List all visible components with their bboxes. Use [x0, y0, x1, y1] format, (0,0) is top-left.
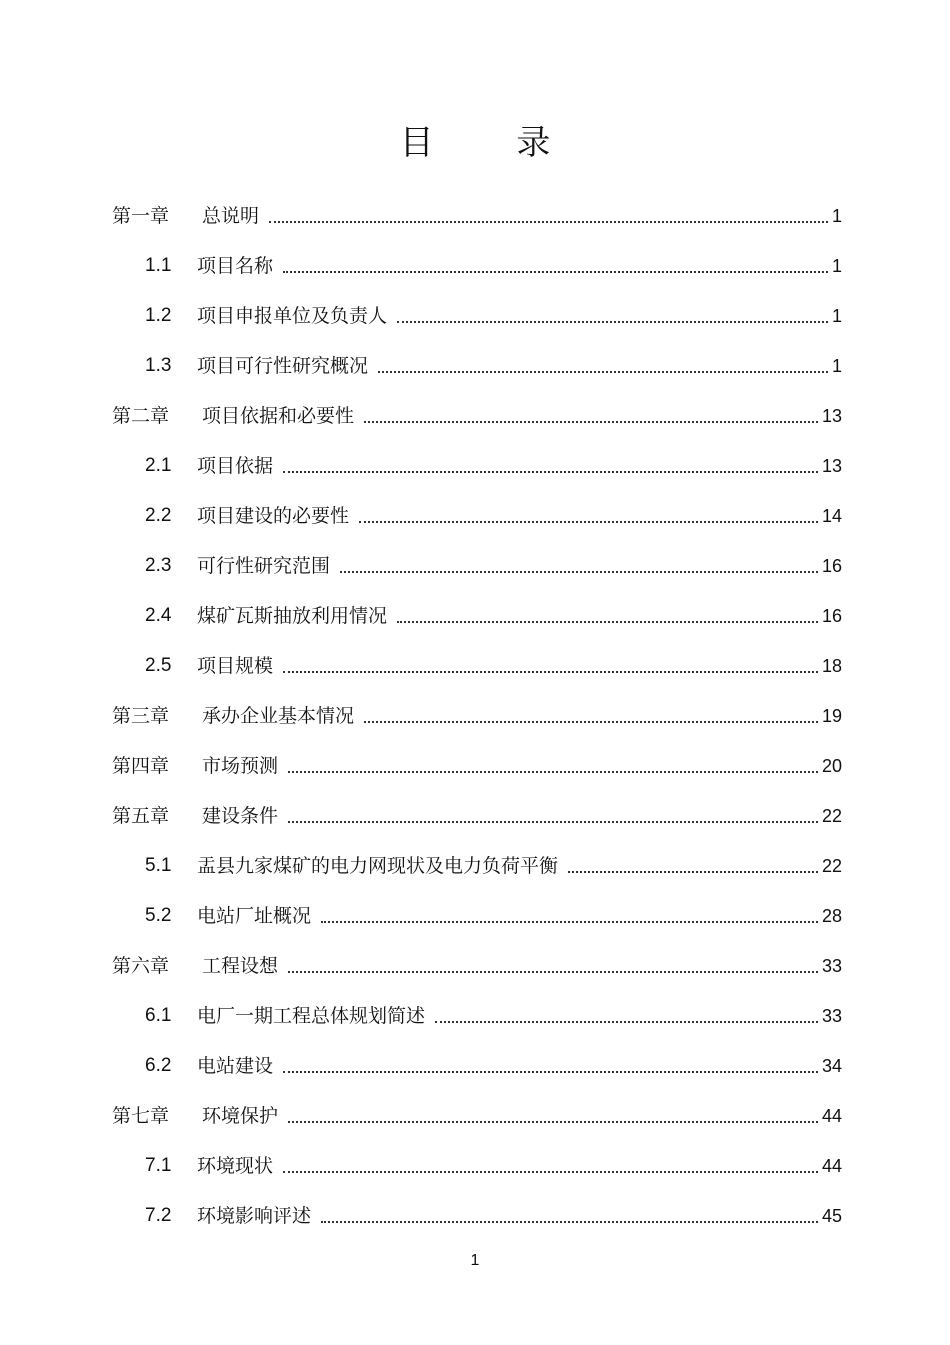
- toc-dot-leader: [359, 521, 818, 523]
- toc-dot-leader: [435, 1021, 818, 1023]
- toc-entry-page: 22: [821, 806, 842, 826]
- toc-entry-title: 承办企业基本情况: [202, 705, 355, 727]
- toc-entry-number: 第五章: [112, 805, 170, 827]
- toc-entry-page: 13: [821, 456, 842, 476]
- toc-chapter-entry[interactable]: [0, 391, 950, 441]
- toc-section-entry[interactable]: [0, 491, 950, 541]
- toc-entry-title: 项目规模: [197, 655, 274, 677]
- toc-dot-leader: [568, 871, 818, 873]
- toc-entry-number: 第六章: [112, 955, 170, 977]
- toc-entry-title: 建设条件: [202, 805, 279, 827]
- toc-entry-title: 市场预测: [202, 755, 279, 777]
- toc-entry-number: 第二章: [112, 405, 170, 427]
- toc-entry-title: 项目建设的必要性: [197, 505, 350, 527]
- toc-section-entry[interactable]: [0, 291, 950, 341]
- toc-dot-leader: [321, 921, 818, 923]
- toc-entry-number: 第四章: [112, 755, 170, 777]
- toc-entry-page: 20: [821, 756, 842, 776]
- toc-entry-title: 项目依据: [197, 455, 274, 477]
- toc-entry-title: 项目名称: [197, 255, 274, 277]
- toc-section-entry[interactable]: [0, 1041, 950, 1091]
- toc-dot-leader: [340, 571, 818, 573]
- toc-dot-leader: [288, 971, 818, 973]
- toc-entry-number: 5.2: [145, 905, 172, 926]
- toc-dot-leader: [288, 821, 818, 823]
- page-title: 目 录: [399, 123, 587, 163]
- toc-entry-page: 1: [831, 306, 842, 326]
- toc-entry-title: 项目申报单位及负责人: [197, 305, 388, 327]
- table-of-contents: [0, 191, 950, 1241]
- toc-entry-number: 2.2: [145, 505, 172, 526]
- toc-entry-number: 2.3: [145, 555, 172, 576]
- toc-section-entry[interactable]: [0, 541, 950, 591]
- toc-entry-title: 项目依据和必要性: [202, 405, 355, 427]
- toc-entry-page: 16: [821, 606, 842, 626]
- toc-entry-number: 1.3: [145, 355, 172, 376]
- toc-entry-number: 7.1: [145, 1155, 172, 1176]
- toc-section-entry[interactable]: [0, 591, 950, 641]
- toc-entry-number: 1.1: [145, 255, 172, 276]
- toc-entry-title: 环境保护: [202, 1105, 279, 1127]
- toc-section-entry[interactable]: [0, 641, 950, 691]
- toc-entry-page: 1: [831, 206, 842, 226]
- toc-section-entry[interactable]: [0, 1141, 950, 1191]
- toc-entry-page: 28: [821, 906, 842, 926]
- toc-dot-leader: [283, 471, 818, 473]
- toc-dot-leader: [288, 771, 818, 773]
- toc-entry-number: 6.1: [145, 1005, 172, 1026]
- toc-entry-page: 22: [821, 856, 842, 876]
- toc-entry-title: 盂县九家煤矿的电力网现状及电力负荷平衡: [197, 855, 559, 877]
- toc-dot-leader: [364, 421, 818, 423]
- toc-entry-title: 总说明: [202, 205, 260, 227]
- toc-section-entry[interactable]: [0, 241, 950, 291]
- toc-entry-number: 5.1: [145, 855, 172, 876]
- toc-entry-title: 煤矿瓦斯抽放利用情况: [197, 605, 388, 627]
- toc-entry-number: 第一章: [112, 205, 170, 227]
- toc-entry-number: 2.5: [145, 655, 172, 676]
- toc-dot-leader: [269, 221, 828, 223]
- toc-entry-page: 13: [821, 406, 842, 426]
- toc-dot-leader: [283, 271, 828, 273]
- toc-entry-page: 14: [821, 506, 842, 526]
- page-number: 1: [470, 1252, 480, 1269]
- toc-entry-title: 工程设想: [202, 955, 279, 977]
- toc-dot-leader: [321, 1221, 818, 1223]
- toc-entry-page: 34: [821, 1056, 842, 1076]
- toc-dot-leader: [378, 371, 828, 373]
- toc-entry-page: 16: [821, 556, 842, 576]
- toc-entry-number: 第七章: [112, 1105, 170, 1127]
- toc-entry-number: 第三章: [112, 705, 170, 727]
- toc-entry-title: 电站厂址概况: [197, 905, 312, 927]
- toc-dot-leader: [288, 1121, 818, 1123]
- toc-entry-title: 可行性研究范围: [197, 555, 331, 577]
- toc-section-entry[interactable]: [0, 841, 950, 891]
- toc-chapter-entry[interactable]: [0, 191, 950, 241]
- toc-entry-number: 1.2: [145, 305, 172, 326]
- toc-section-entry[interactable]: [0, 441, 950, 491]
- toc-dot-leader: [364, 721, 818, 723]
- toc-entry-title: 环境影响评述: [197, 1205, 312, 1227]
- toc-entry-number: 6.2: [145, 1055, 172, 1076]
- toc-section-entry[interactable]: [0, 341, 950, 391]
- toc-dot-leader: [397, 321, 828, 323]
- toc-dot-leader: [397, 621, 818, 623]
- toc-entry-page: 45: [821, 1206, 842, 1226]
- toc-entry-page: 1: [831, 356, 842, 376]
- toc-entry-page: 33: [821, 956, 842, 976]
- toc-entry-number: 2.4: [145, 605, 172, 626]
- toc-dot-leader: [283, 1171, 818, 1173]
- toc-entry-title: 电站建设: [197, 1055, 274, 1077]
- toc-entry-number: 7.2: [145, 1205, 172, 1226]
- toc-entry-number: 2.1: [145, 455, 172, 476]
- toc-section-entry[interactable]: [0, 891, 950, 941]
- toc-section-entry[interactable]: [0, 991, 950, 1041]
- toc-chapter-entry[interactable]: [0, 1091, 950, 1141]
- toc-entry-page: 33: [821, 1006, 842, 1026]
- toc-entry-page: 18: [821, 656, 842, 676]
- toc-entry-page: 1: [831, 256, 842, 276]
- toc-chapter-entry[interactable]: [0, 941, 950, 991]
- toc-entry-title: 环境现状: [197, 1155, 274, 1177]
- toc-dot-leader: [283, 1071, 818, 1073]
- toc-chapter-entry[interactable]: [0, 691, 950, 741]
- toc-section-entry[interactable]: [0, 1191, 950, 1241]
- toc-entry-title: 项目可行性研究概况: [197, 355, 369, 377]
- toc-chapter-entry[interactable]: [0, 741, 950, 791]
- toc-entry-page: 44: [821, 1106, 842, 1126]
- toc-chapter-entry[interactable]: [0, 791, 950, 841]
- toc-entry-page: 19: [821, 706, 842, 726]
- toc-entry-page: 44: [821, 1156, 842, 1176]
- toc-entry-title: 电厂一期工程总体规划简述: [197, 1005, 426, 1027]
- toc-dot-leader: [283, 671, 818, 673]
